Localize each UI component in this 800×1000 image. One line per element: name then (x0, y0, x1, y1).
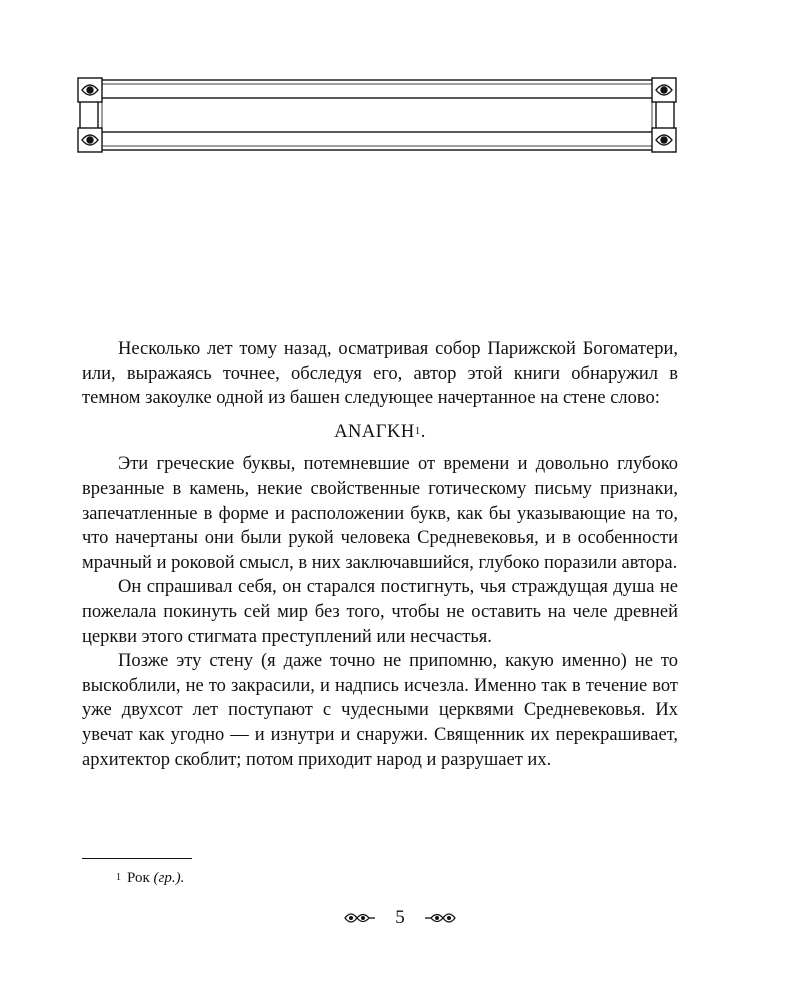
corner-ornament-bottom-right (652, 128, 676, 152)
fleuron-right-icon (423, 909, 457, 927)
footnote-divider (82, 858, 192, 859)
frame-border-svg (76, 76, 678, 154)
paragraph-3: Он спрашивал себя, он старался постигнуть, чья страждущая душа не пожелала покинуть сей мир без того, чтобы не оставить на челе древней церкви этого стигмата преступлений или несчастья. (82, 577, 678, 647)
header-ornamental-frame (76, 76, 678, 154)
corner-ornament-top-left (78, 78, 102, 102)
page-number: 5 (395, 907, 405, 928)
paragraph-2: Эти греческие буквы, потемневшие от времени и довольно глубоко врезанные в камень, некие свойственные готическому письму признаки, запечатленные в форме и расположении букв, как бы указывающие на то, что начертаны они были рукой человека Средневековья, и в особенности мрачный и роковой смысл, в них заключавшийся, глубоко поразили автора. (82, 454, 678, 573)
page-number-block (0, 903, 800, 933)
greek-inscription: ΑΝΑΓΚΗ$^1$. (334, 421, 426, 442)
greek-word: ΑΝΑΓΚΗ (334, 421, 415, 442)
footnote-note: (гр.). (153, 870, 185, 886)
footnote-ref-marker: 1 (414, 424, 421, 437)
footnote (116, 868, 184, 888)
paragraph-1: Несколько лет тому назад, осматривая собор Парижской Богоматери, или, выражаясь точнее, обследуя его, автор этой книги обнаружил в темном закоулке одной из башен следующее начертанное на стене слово: (82, 339, 678, 409)
corner-ornament-top-right (652, 78, 676, 102)
paragraph-4: Позже эту стену (я даже точно не припомню, какую именно) не то выскоблили, не то закрасили, и надпись исчезла. Именно так в течение вот уже двухсот лет поступают с чудесными церквями Средневековья. Их увечат как угодно — и изнутри и снаружи. Священник их перекрашивает, архитектор скоблит; потом приходит народ и разрушает их. (82, 651, 678, 770)
fleuron-left-icon (343, 909, 377, 927)
footnote-marker: 1 (116, 872, 121, 883)
main-text (82, 337, 678, 772)
corner-ornament-bottom-left (78, 128, 102, 152)
footnote-text: Рок (127, 870, 150, 886)
